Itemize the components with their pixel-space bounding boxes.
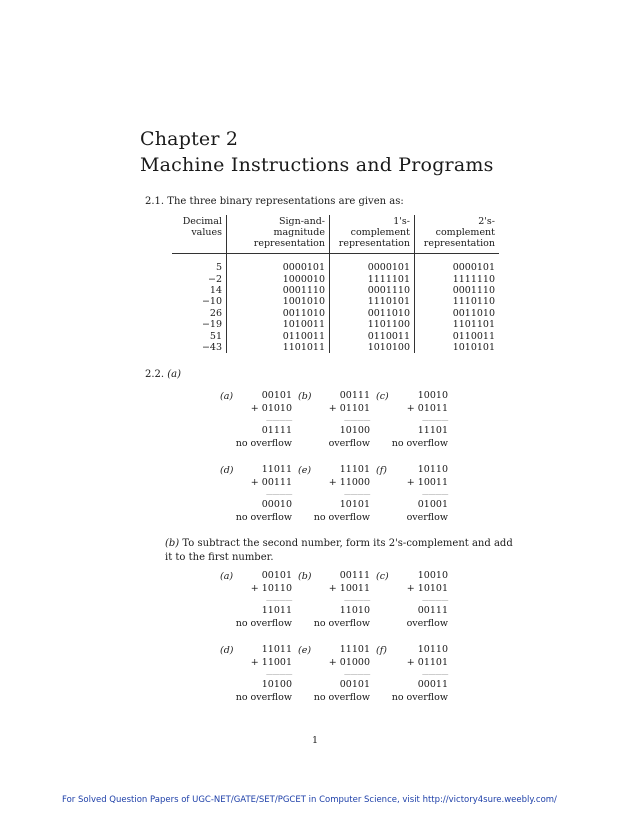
part-b-problems	[220, 570, 454, 718]
sum-rule: ————	[422, 490, 448, 498]
problem-body	[235, 464, 292, 524]
problem-body	[398, 464, 448, 524]
problem-body	[313, 464, 370, 524]
overflow-status: no overflow	[391, 437, 448, 449]
question-number: 2.1.	[145, 196, 165, 207]
operand-top: 10010	[417, 390, 448, 401]
addition-problem	[220, 644, 298, 704]
operand-top: 10110	[417, 644, 448, 655]
page-number: 1	[312, 735, 319, 746]
table-cell: 1000010	[227, 273, 330, 284]
question-text: The three binary representations are given as:	[167, 196, 404, 207]
operand-bottom: + 01101	[406, 656, 448, 668]
table-cell: 1010100	[330, 342, 415, 353]
sum-result: 10100	[339, 425, 370, 436]
table-row	[172, 308, 499, 319]
table-header-row	[172, 215, 499, 254]
sum-result: 00011	[417, 679, 448, 690]
sum-rule: ————	[266, 596, 292, 604]
operand-bottom: + 01000	[328, 656, 370, 668]
operand-bottom: + 01010	[250, 402, 292, 414]
overflow-status: no overflow	[235, 617, 292, 629]
table-cell: 0000101	[227, 254, 330, 274]
sum-rule: ————	[422, 670, 448, 678]
problem-label: (f)	[376, 465, 387, 476]
table-cell: 0001110	[227, 285, 330, 296]
table-cell: 0110011	[227, 330, 330, 341]
operand-top: 00101	[261, 570, 292, 581]
overflow-status: overflow	[406, 617, 448, 629]
operand-bottom: + 10011	[328, 582, 370, 594]
overflow-status: no overflow	[235, 511, 292, 523]
part-b-text: To subtract the second number, form its 2's-complement and add it to the first number.	[165, 538, 513, 563]
overflow-status: no overflow	[313, 691, 370, 703]
operand-bottom: + 10110	[250, 582, 292, 594]
overflow-status: no overflow	[391, 691, 448, 703]
problem-body	[235, 570, 292, 630]
table-cell: 0001110	[415, 285, 500, 296]
table-cell: 26	[209, 307, 222, 319]
table-cell: 0000101	[330, 254, 415, 274]
problem-label: (a)	[220, 391, 234, 402]
table-cell: 0000101	[415, 254, 500, 274]
problem-body	[313, 644, 370, 704]
operand-top: 00111	[339, 570, 370, 581]
table-cell: 1101100	[330, 319, 415, 330]
chapter-number: Chapter 2	[140, 128, 239, 150]
addition-problem	[298, 390, 376, 450]
table-row	[172, 342, 499, 353]
table-cell: −19	[201, 319, 222, 331]
part-a-label: (a)	[167, 369, 182, 380]
sum-result: 10101	[339, 499, 370, 510]
problem-body	[391, 644, 448, 704]
table-cell: 1101011	[227, 342, 330, 353]
addition-problem	[376, 390, 454, 450]
table-row	[172, 330, 499, 341]
operand-top: 11011	[261, 464, 292, 475]
addition-problem	[220, 390, 298, 450]
problem-body	[235, 644, 292, 704]
table-row	[172, 319, 499, 330]
problem-label: (b)	[298, 571, 312, 582]
operand-bottom: + 10011	[406, 476, 448, 488]
table-cell: 1010101	[415, 342, 500, 353]
operand-bottom: + 11000	[328, 476, 370, 488]
header-twos-complement: 2's-complement representation	[415, 215, 500, 254]
operand-top: 11101	[339, 464, 370, 475]
table-cell: 1010011	[227, 319, 330, 330]
operand-bottom: + 11001	[250, 656, 292, 668]
question-number: 2.2.	[145, 369, 165, 380]
table-cell: −43	[201, 341, 222, 353]
table-cell: 14	[209, 284, 222, 296]
header-decimal: Decimal values	[172, 215, 227, 254]
problem-label: (f)	[376, 645, 387, 656]
problem-body	[313, 570, 370, 630]
sum-rule: ————	[344, 670, 370, 678]
problem-label: (a)	[220, 571, 234, 582]
overflow-status: overflow	[406, 511, 448, 523]
problem-body	[320, 390, 370, 450]
operand-top: 00101	[261, 390, 292, 401]
table-cell: 1111101	[330, 273, 415, 284]
table-cell: 51	[209, 330, 222, 342]
question-2-1	[145, 196, 404, 207]
operand-bottom: + 00111	[250, 476, 292, 488]
sum-result: 01111	[261, 425, 292, 436]
part-b-instructions	[165, 537, 515, 565]
operand-top: 10010	[417, 570, 448, 581]
addition-problem	[298, 464, 376, 524]
problem-body	[235, 390, 292, 450]
overflow-status: overflow	[328, 437, 370, 449]
operand-bottom: + 01101	[328, 402, 370, 414]
addition-problem	[376, 570, 454, 630]
table-cell: −2	[207, 273, 222, 285]
operand-bottom: + 10101	[406, 582, 448, 594]
sum-result: 00010	[261, 499, 292, 510]
sum-rule: ————	[266, 416, 292, 424]
table-cell: 1110110	[415, 296, 500, 307]
sum-rule: ————	[344, 490, 370, 498]
table-row	[172, 254, 499, 274]
overflow-status: no overflow	[313, 617, 370, 629]
problem-body	[398, 570, 448, 630]
sum-result: 00101	[339, 679, 370, 690]
overflow-status: no overflow	[313, 511, 370, 523]
table-cell: 0110011	[330, 330, 415, 341]
sum-result: 10100	[261, 679, 292, 690]
operand-bottom: + 01011	[406, 402, 448, 414]
problem-label: (d)	[220, 645, 234, 656]
problem-group	[220, 464, 454, 524]
sum-result: 11101	[417, 425, 448, 436]
representation-table	[172, 215, 499, 353]
sum-rule: ————	[266, 670, 292, 678]
problem-group	[220, 390, 454, 450]
table-cell: 1001010	[227, 296, 330, 307]
sum-rule: ————	[266, 490, 292, 498]
operand-top: 11011	[261, 644, 292, 655]
problem-group	[220, 644, 454, 704]
table-cell: −10	[201, 296, 222, 308]
problem-label: (b)	[298, 391, 312, 402]
problem-label: (c)	[376, 391, 389, 402]
problem-body	[391, 390, 448, 450]
problem-label: (e)	[298, 465, 312, 476]
operand-top: 10110	[417, 464, 448, 475]
sum-rule: ————	[344, 416, 370, 424]
table-row	[172, 285, 499, 296]
header-ones-complement: 1's-complement representation	[330, 215, 415, 254]
sum-result: 00111	[417, 605, 448, 616]
problem-label: (c)	[376, 571, 389, 582]
table-body	[172, 254, 499, 354]
table-cell: 1111110	[415, 273, 500, 284]
problem-label: (e)	[298, 645, 312, 656]
sum-result: 11011	[261, 605, 292, 616]
part-a-problems	[220, 390, 454, 538]
table-cell: 0110011	[415, 330, 500, 341]
overflow-status: no overflow	[235, 691, 292, 703]
sum-result: 11010	[339, 605, 370, 616]
table-cell: 0011010	[415, 308, 500, 319]
table-cell: 5	[215, 262, 222, 274]
table-row	[172, 296, 499, 307]
operand-top: 00111	[339, 390, 370, 401]
addition-problem	[298, 644, 376, 704]
footer-link-text: For Solved Question Papers of UGC-NET/GATE/SET/PGCET in Computer Science, visit http://victory4sure.weebly.com/	[62, 795, 557, 805]
table-cell: 0001110	[330, 285, 415, 296]
table-row	[172, 273, 499, 284]
sum-result: 01001	[417, 499, 448, 510]
addition-problem	[220, 570, 298, 630]
table-cell: 0011010	[227, 308, 330, 319]
operand-top: 11101	[339, 644, 370, 655]
chapter-title: Machine Instructions and Programs	[140, 154, 494, 176]
table-cell: 1101101	[415, 319, 500, 330]
addition-problem	[376, 464, 454, 524]
header-sign-magnitude: Sign-and-magnitude representation	[227, 215, 330, 254]
sum-rule: ————	[344, 596, 370, 604]
problem-label: (d)	[220, 465, 234, 476]
addition-problem	[376, 644, 454, 704]
sum-rule: ————	[422, 416, 448, 424]
part-b-label: (b)	[165, 538, 180, 549]
overflow-status: no overflow	[235, 437, 292, 449]
addition-problem	[220, 464, 298, 524]
sum-rule: ————	[422, 596, 448, 604]
question-2-2	[145, 369, 181, 380]
table-cell: 1110101	[330, 296, 415, 307]
table-cell: 0011010	[330, 308, 415, 319]
addition-problem	[298, 570, 376, 630]
problem-group	[220, 570, 454, 630]
